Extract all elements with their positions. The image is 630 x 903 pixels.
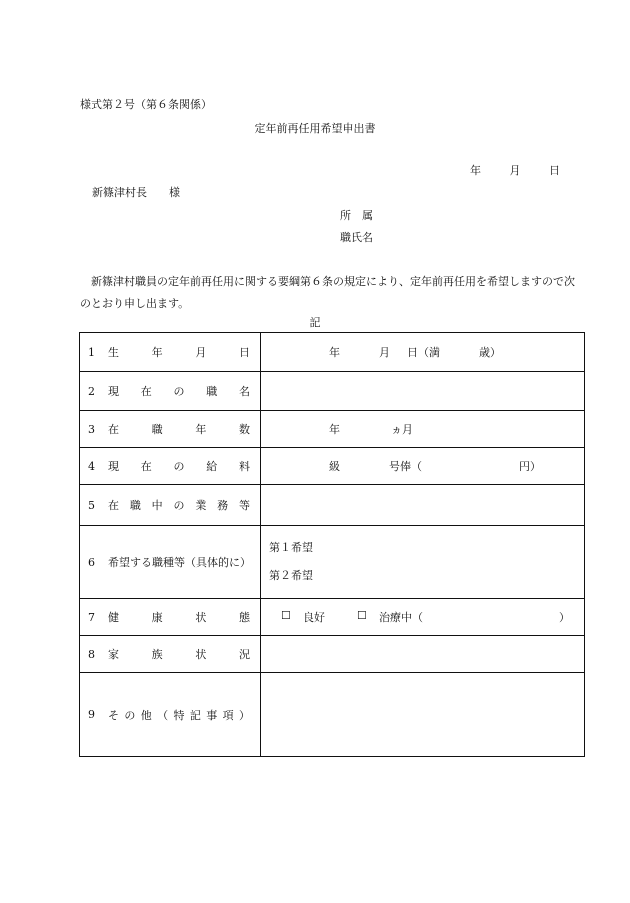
row-label-text: 現 在 の 職 名 [108, 385, 250, 398]
row-number: 7 [88, 610, 95, 624]
row-label-text: 家 族 状 況 [108, 648, 250, 661]
good-label: 良好 [303, 611, 325, 624]
years-field[interactable]: 年 ヵ月 [261, 411, 585, 448]
form-title: 定年前再任用希望申出書 [254, 122, 376, 135]
table-row [80, 673, 585, 757]
family-field[interactable] [261, 636, 585, 673]
ki-heading: 記 [309, 316, 321, 329]
treatment-checkbox[interactable]: ☐ [357, 609, 367, 622]
date-month: 月 [509, 164, 521, 177]
table-row [80, 526, 585, 599]
form-number: 様式第２号（第６条関係） [80, 98, 212, 111]
row-label-position [80, 372, 261, 411]
row-label-text: 在 職 中 の 業 務 等 [108, 499, 250, 512]
duties-field[interactable] [261, 485, 585, 526]
treatment-close: ） [559, 611, 570, 624]
row-number: 2 [88, 384, 95, 398]
row-label-text: そ の 他 （ 特 記 事 項 ） [108, 708, 250, 722]
date-line [470, 164, 560, 178]
row-label-other [80, 673, 261, 757]
row-label-health [80, 599, 261, 636]
row-number: 3 [88, 422, 95, 436]
affiliation-label: 所 属 [340, 209, 373, 222]
row-label-birthdate [80, 333, 261, 372]
table-row [80, 636, 585, 673]
salary-field[interactable]: 級 号俸（ 円） [261, 448, 585, 485]
row-label-text: 希望する職種等（具体的に） [108, 556, 251, 569]
good-checkbox[interactable]: ☐ [281, 609, 291, 622]
addressee [92, 186, 180, 200]
row-label-years [80, 411, 261, 448]
row-number: 5 [88, 498, 95, 512]
date-day: 日 [549, 164, 560, 177]
row-label-salary [80, 448, 261, 485]
items-table [79, 332, 585, 757]
name-title-label: 職氏名 [340, 231, 373, 244]
table-row [80, 411, 585, 448]
table-row [80, 448, 585, 485]
table-row [80, 599, 585, 636]
second-choice-label: 第２希望 [269, 569, 313, 582]
row-number: 1 [88, 345, 95, 359]
table-row [80, 372, 585, 411]
treatment-label: 治療中（ [379, 611, 423, 624]
row-label-text: 在 職 年 数 [108, 423, 250, 436]
addressee-name: 新篠津村長 [92, 186, 147, 199]
row-number: 6 [88, 555, 95, 569]
body-text: 新篠津村職員の定年前再任用に関する要綱第６条の規定により、定年前再任用を希望しますので次のとおり申し出ます。 [80, 275, 575, 310]
row-number: 4 [88, 459, 95, 473]
row-label-text: 現 在 の 給 料 [108, 460, 250, 473]
health-field [261, 599, 585, 636]
addressee-suffix: 様 [169, 186, 180, 199]
desired-job-field[interactable] [261, 526, 585, 599]
table-row [80, 333, 585, 372]
row-label-duties [80, 485, 261, 526]
row-number: 9 [88, 708, 95, 721]
first-choice-label: 第１希望 [269, 541, 313, 554]
table-row [80, 485, 585, 526]
birthdate-field[interactable]: 年 月 日（満 歳） [261, 333, 585, 372]
row-label-text: 生 年 月 日 [108, 346, 250, 359]
row-label-family [80, 636, 261, 673]
row-label-text: 健 康 状 態 [108, 611, 250, 624]
row-label-desired-job [80, 526, 261, 599]
date-year: 年 [470, 164, 481, 177]
row-number: 8 [88, 647, 95, 661]
position-field[interactable] [261, 372, 585, 411]
other-notes-field[interactable] [261, 673, 585, 757]
